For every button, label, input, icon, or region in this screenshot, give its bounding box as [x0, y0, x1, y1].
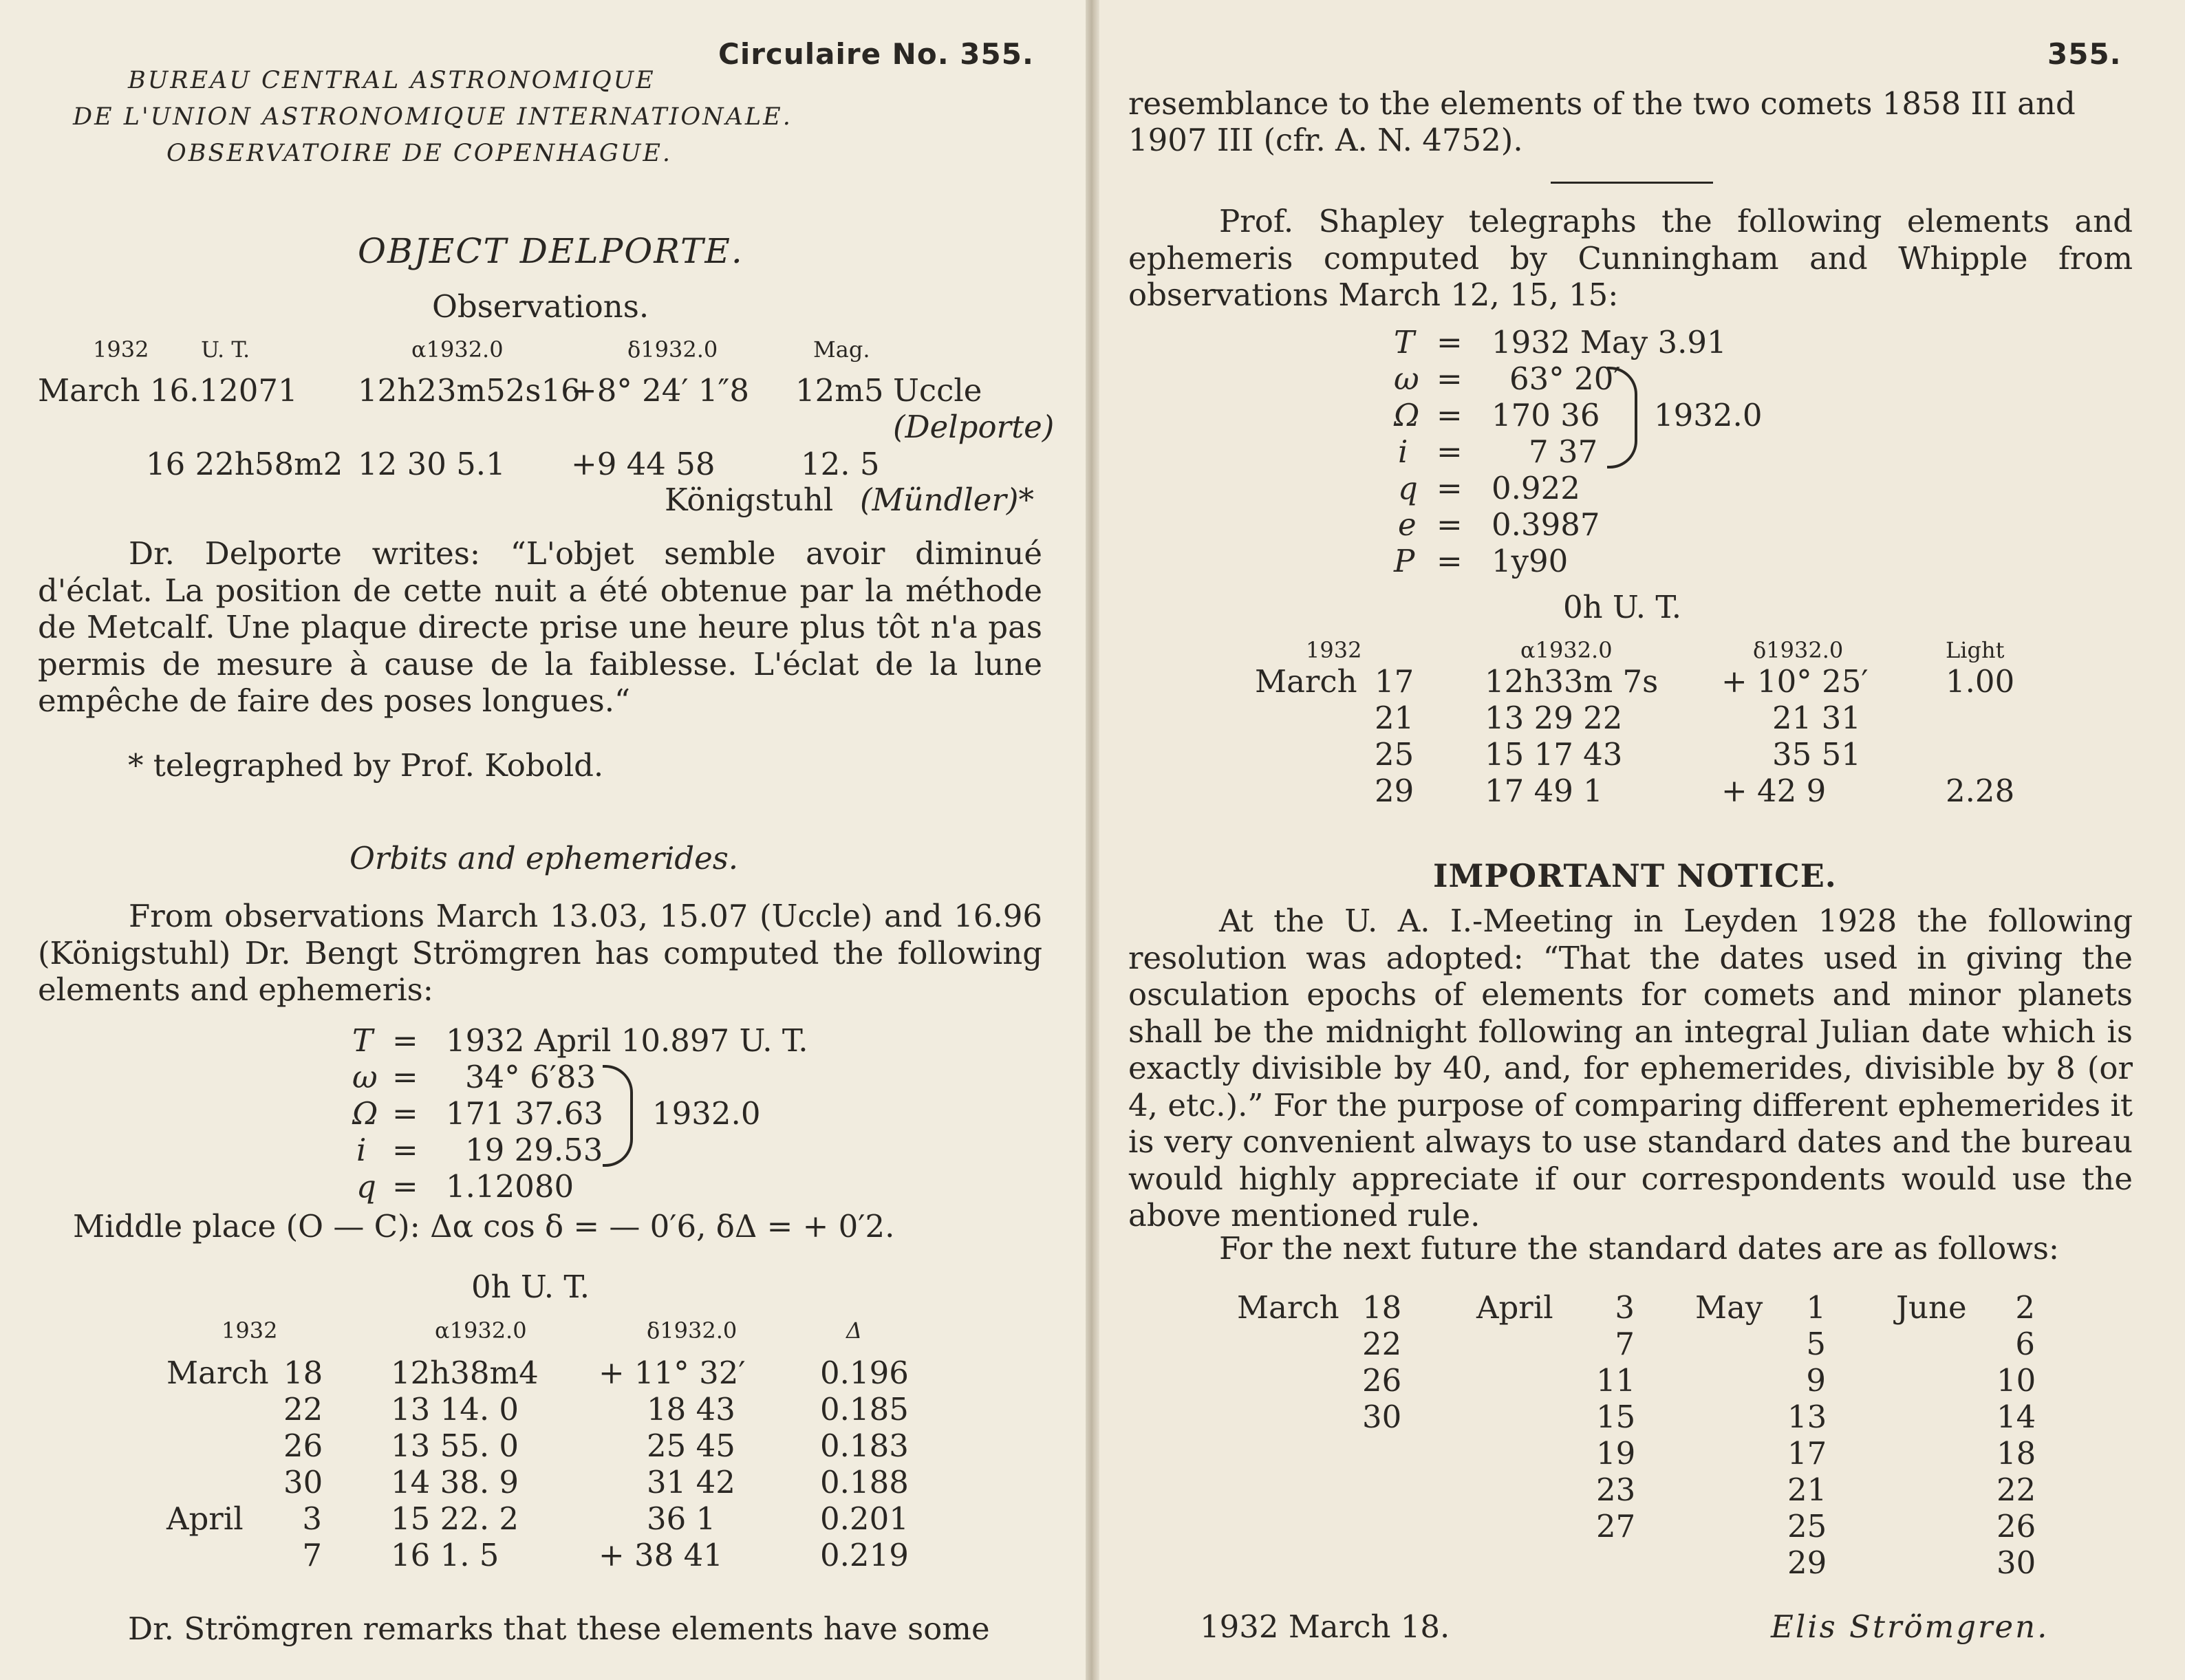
- orbits-title: Orbits and ephemerides.: [349, 840, 739, 876]
- obs-row1-place: Uccle: [893, 372, 982, 409]
- eph-day: 26: [283, 1428, 323, 1464]
- obs-row1-ra: 12h23m52s16: [358, 372, 581, 409]
- eph-day: 30: [283, 1464, 323, 1500]
- obs-row2-date: 16 22h58m2: [146, 446, 343, 482]
- date-day: 2: [2015, 1289, 2035, 1326]
- elem-q-eq: =: [1436, 470, 1463, 506]
- elem-T-value: 1932 April 10.897 U. T.: [446, 1022, 808, 1059]
- elem-e-value: 0.3987: [1492, 506, 1600, 543]
- eph-ra: 13 55. 0: [391, 1428, 519, 1464]
- elem-T-eq: =: [392, 1022, 418, 1059]
- date-day: 18: [1362, 1289, 1402, 1326]
- next-future-line: For the next future the standard dates are as follows:: [1219, 1230, 2060, 1267]
- eph-light: 1.00: [1946, 663, 2015, 700]
- closing-line: Dr. Strömgren remarks that these elements have some: [128, 1611, 990, 1647]
- ephemeris-title: 0h U. T.: [471, 1269, 590, 1305]
- date-day: 5: [1806, 1326, 1826, 1362]
- eph-col-delta: Δ: [846, 1317, 863, 1344]
- date-day: 14: [1996, 1399, 2036, 1435]
- eph-dec: 18 43: [647, 1391, 735, 1428]
- elem-omega-value: 34° 6′83: [465, 1059, 596, 1095]
- left-page: [0, 0, 1086, 1680]
- ephemeris-title: 0h U. T.: [1563, 589, 1682, 625]
- eph-dec: 36 1: [647, 1500, 716, 1537]
- date-day: 11: [1596, 1362, 1636, 1399]
- elem-i-symbol: i: [1398, 433, 1408, 470]
- dates-month-may: May: [1695, 1289, 1763, 1326]
- obs-col-year: 1932: [93, 336, 149, 363]
- eph-month: April: [166, 1500, 244, 1537]
- eph-dec: + 11° 32′: [599, 1355, 746, 1391]
- eph-delta: 0.219: [820, 1537, 909, 1573]
- eph-col-dec: δ1932.0: [647, 1317, 738, 1344]
- eph-dec: + 38 41: [599, 1537, 723, 1573]
- eph-ra: 17 49 1: [1485, 773, 1603, 809]
- date-day: 30: [1996, 1544, 2036, 1581]
- dates-month-march: March: [1237, 1289, 1339, 1326]
- notice-text: At the U. A. I.-Meeting in Leyden 1928 the following resolution was adopted: “That the dates used in giving the osculation epochs of elements for comets and minor planets shall be the midnight following an integral Julian date which is exactly divisible by 40, and, for ephemerides, divisible by 8 (or 4, etc.).” For the purpose of comparing different ephemerides it is very convenient always to use standard dates and the bureau would highly appreciate if our correspondents would use the above mentioned rule.: [1128, 903, 2133, 1234]
- date-day: 7: [1615, 1326, 1635, 1362]
- bureau-line-2: DE L'UNION ASTRONOMIQUE INTERNATIONALE.: [73, 103, 793, 131]
- obs-row1-dec: +8° 24′ 1″8: [571, 372, 749, 409]
- elem-T-symbol: T: [352, 1022, 374, 1059]
- eph-month: March: [166, 1355, 269, 1391]
- eph-ra: 13 14. 0: [391, 1391, 519, 1428]
- elem-node-symbol: Ω: [352, 1095, 378, 1132]
- elem-q-symbol: q: [356, 1168, 376, 1205]
- date-day: 10: [1996, 1362, 2036, 1399]
- date-day: 13: [1787, 1399, 1827, 1435]
- eph-col-dec: δ1932.0: [1753, 637, 1844, 663]
- obs-row2-ra: 12 30 5.1: [358, 446, 506, 482]
- obs-row2-observer: (Mündler)*: [860, 482, 1034, 518]
- elem-T-value: 1932 May 3.91: [1492, 324, 1727, 360]
- obs-col-mag: Mag.: [813, 336, 870, 363]
- elem-i-value: 19 29.53: [465, 1132, 603, 1168]
- date-day: 17: [1787, 1435, 1827, 1472]
- elem-q-symbol: q: [1398, 470, 1418, 506]
- eph-day: 17: [1375, 663, 1414, 700]
- elem-q-eq: =: [392, 1168, 418, 1205]
- date-day: 27: [1596, 1508, 1636, 1544]
- eph-ra: 16 1. 5: [391, 1537, 499, 1573]
- eph-dec: 35 51: [1772, 736, 1861, 773]
- obs-row2-dec: +9 44 58: [571, 446, 715, 482]
- elem-omega-symbol: ω: [352, 1059, 378, 1095]
- elem-omega-eq: =: [392, 1059, 418, 1095]
- eph-day: 18: [283, 1355, 323, 1391]
- elem-i-eq: =: [1436, 433, 1463, 470]
- elem-node-eq: =: [392, 1095, 418, 1132]
- elem-e-eq: =: [1436, 506, 1463, 543]
- elem-P-eq: =: [1436, 543, 1463, 579]
- elements-brace: [1607, 367, 1637, 469]
- date-day: 6: [2015, 1326, 2035, 1362]
- dates-month-june: June: [1896, 1289, 1967, 1326]
- date-day: 9: [1806, 1362, 1826, 1399]
- observations-title: Observations.: [432, 288, 649, 325]
- bureau-line-1: BUREAU CENTRAL ASTRONOMIQUE: [128, 67, 656, 94]
- elem-equinox: 1932.0: [1654, 397, 1763, 433]
- eph-col-year: 1932: [222, 1317, 278, 1344]
- page-number: 355.: [2047, 37, 2122, 71]
- eph-dec: 21 31: [1772, 700, 1861, 736]
- eph-delta: 0.183: [820, 1428, 909, 1464]
- object-title: OBJECT DELPORTE.: [358, 231, 744, 271]
- elem-omega-symbol: ω: [1394, 360, 1419, 397]
- date-day: 26: [1362, 1362, 1402, 1399]
- eph-ra: 12h33m 7s: [1485, 663, 1659, 700]
- eph-day: 21: [1375, 700, 1414, 736]
- elem-node-symbol: Ω: [1394, 397, 1420, 433]
- elem-node-value: 170 36: [1492, 397, 1600, 433]
- shapley-intro: Prof. Shapley telegraphs the following elements and ephemeris computed by Cunningham and Whipple from observations March 12, 15, 15:: [1128, 203, 2133, 313]
- eph-month: March: [1255, 663, 1357, 700]
- elem-i-value: 7 37: [1529, 433, 1598, 470]
- date-day: 29: [1787, 1544, 1827, 1581]
- elem-q-value: 1.12080: [446, 1168, 574, 1205]
- obs-col-dec: δ1932.0: [627, 336, 718, 363]
- elem-omega-eq: =: [1436, 360, 1463, 397]
- eph-col-light: Light: [1946, 637, 2005, 663]
- eph-ra: 12h38m4: [391, 1355, 539, 1391]
- eph-light: 2.28: [1946, 773, 2015, 809]
- date-day: 19: [1596, 1435, 1636, 1472]
- eph-delta: 0.201: [820, 1500, 909, 1537]
- footnote: * telegraphed by Prof. Kobold.: [128, 747, 604, 784]
- continuation-line-1: resemblance to the elements of the two comets 1858 III and: [1128, 85, 2076, 122]
- eph-col-ra: α1932.0: [435, 1317, 527, 1344]
- eph-ra: 15 17 43: [1485, 736, 1623, 773]
- date-day: 18: [1996, 1435, 2036, 1472]
- obs-row1-observer: (Delporte): [893, 409, 1055, 445]
- obs-col-ra: α1932.0: [411, 336, 504, 363]
- eph-day: 7: [302, 1537, 322, 1573]
- obs-row1-mag: 12m5: [795, 372, 884, 409]
- signature: Elis Strömgren.: [1771, 1608, 2049, 1645]
- date-day: 22: [1996, 1472, 2036, 1508]
- dates-month-april: April: [1476, 1289, 1553, 1326]
- delporte-note: Dr. Delporte writes: “L'objet semble avoir diminué d'éclat. La position de cette nuit a été obtenue par la méthode de Metcalf. Une plaque directe prise une heure plus tôt n'a pas permis de mesure à cause de la faiblesse. L'éclat de la lune empêche de faire des poses longues.“: [38, 535, 1042, 719]
- eph-dec: 31 42: [647, 1464, 735, 1500]
- eph-day: 25: [1375, 736, 1414, 773]
- obs-row1-date: March 16.12071: [38, 372, 298, 409]
- eph-ra: 14 38. 9: [391, 1464, 519, 1500]
- date-day: 26: [1996, 1508, 2036, 1544]
- elements-brace: [603, 1065, 633, 1167]
- circular-header: Circulaire No. 355.: [718, 37, 1034, 71]
- elem-e-symbol: e: [1398, 506, 1417, 543]
- section-divider: [1551, 182, 1713, 184]
- book-gutter: [1086, 0, 1099, 1680]
- obs-col-ut: U. T.: [201, 336, 250, 363]
- date-line: 1932 March 18.: [1200, 1608, 1450, 1645]
- notice-title: IMPORTANT NOTICE.: [1433, 857, 1837, 894]
- eph-delta: 0.188: [820, 1464, 909, 1500]
- middle-place: Middle place (O — C): Δα cos δ = — 0′6, δΔ = + 0′2.: [73, 1208, 895, 1245]
- eph-day: 3: [302, 1500, 322, 1537]
- obs-row2-mag: 12. 5: [801, 446, 880, 482]
- elem-i-eq: =: [392, 1132, 418, 1168]
- elem-T-eq: =: [1436, 324, 1463, 360]
- elem-omega-value: 63° 20′: [1509, 360, 1621, 397]
- eph-col-year: 1932: [1306, 637, 1362, 663]
- elem-q-value: 0.922: [1492, 470, 1580, 506]
- bureau-line-3: OBSERVATOIRE DE COPENHAGUE.: [166, 140, 673, 167]
- continuation-line-2: 1907 III (cfr. A. N. 4752).: [1128, 122, 1523, 158]
- elem-i-symbol: i: [356, 1132, 367, 1168]
- eph-dec: + 10° 25′: [1721, 663, 1869, 700]
- elem-T-symbol: T: [1394, 324, 1415, 360]
- eph-dec: + 42 9: [1721, 773, 1827, 809]
- date-day: 21: [1787, 1472, 1827, 1508]
- elem-P-symbol: P: [1394, 543, 1415, 579]
- eph-col-ra: α1932.0: [1520, 637, 1613, 663]
- eph-day: 29: [1375, 773, 1414, 809]
- stromgren-intro: From observations March 13.03, 15.07 (Uccle) and 16.96 (Königstuhl) Dr. Bengt Strömgren has computed the following elements and ephemeris:: [38, 898, 1042, 1008]
- date-day: 30: [1362, 1399, 1402, 1435]
- elem-node-eq: =: [1436, 397, 1463, 433]
- date-day: 1: [1806, 1289, 1826, 1326]
- eph-day: 22: [283, 1391, 323, 1428]
- date-day: 3: [1615, 1289, 1635, 1326]
- date-day: 25: [1787, 1508, 1827, 1544]
- elem-node-value: 171 37.63: [446, 1095, 604, 1132]
- date-day: 22: [1362, 1326, 1402, 1362]
- eph-ra: 15 22. 2: [391, 1500, 519, 1537]
- eph-dec: 25 45: [647, 1428, 735, 1464]
- right-page: [1099, 0, 2185, 1680]
- obs-row2-place: Königstuhl: [665, 482, 834, 518]
- date-day: 15: [1596, 1399, 1636, 1435]
- eph-ra: 13 29 22: [1485, 700, 1623, 736]
- elem-P-value: 1y90: [1492, 543, 1569, 579]
- date-day: 23: [1596, 1472, 1636, 1508]
- eph-delta: 0.196: [820, 1355, 909, 1391]
- elem-equinox: 1932.0: [652, 1095, 761, 1132]
- eph-delta: 0.185: [820, 1391, 909, 1428]
